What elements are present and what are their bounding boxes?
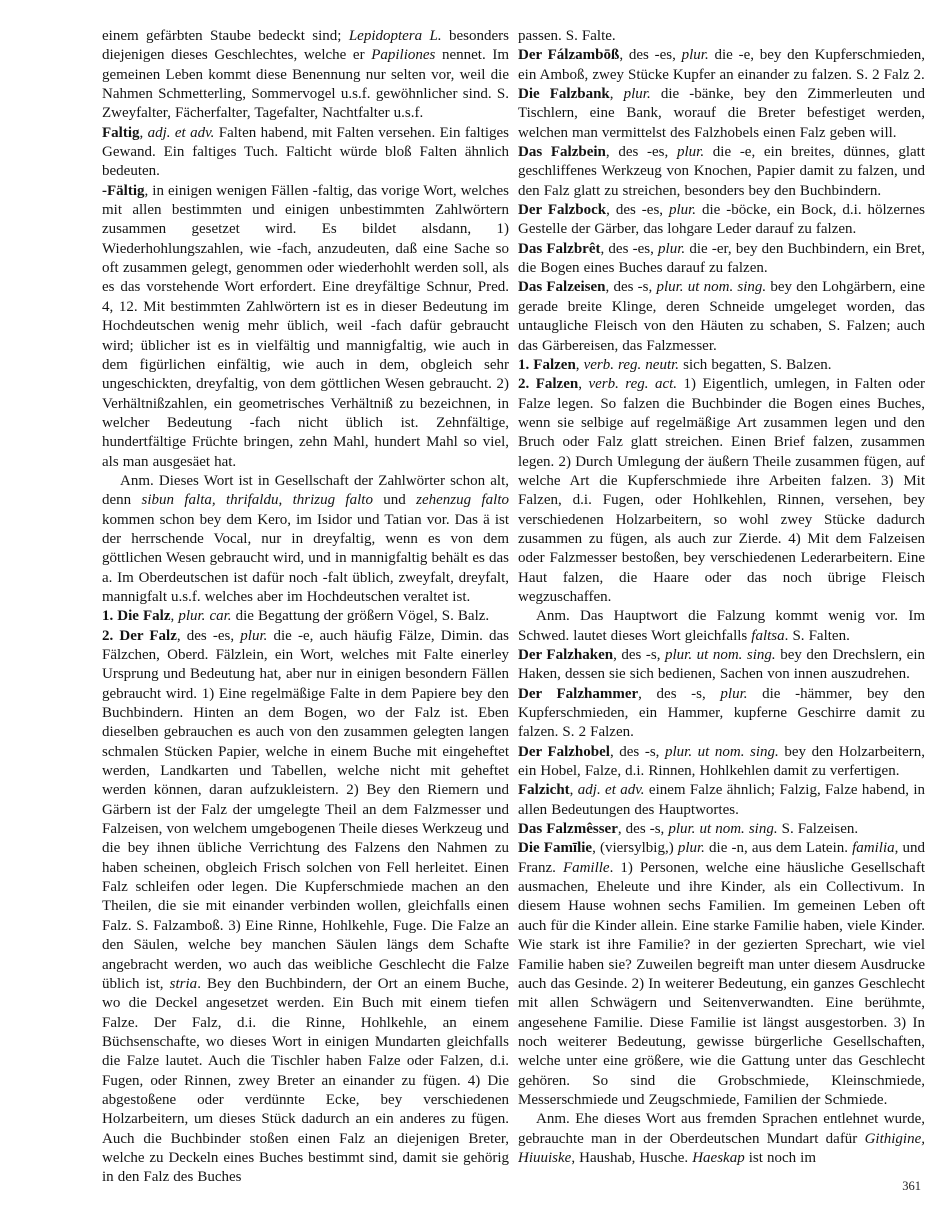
entry-falzeisen xyxy=(518,278,925,355)
italic-text: Papiliones xyxy=(371,47,436,64)
entry-falzmesser xyxy=(518,820,925,839)
text-segment: die -hämmer, bey den Kupferschmieden, ein Hammer, kupferne Geschirre damit zu falzen. S. 2 Falzen. xyxy=(518,685,925,741)
text-segment: bey den Drechslern, ein Haken, dessen sie sich bedienen, Sachen von innen auszudrehen. xyxy=(518,647,925,683)
entry-falzamboss xyxy=(518,46,925,85)
text-segment: nennet. Im gemeinen Leben kommt diese Benennung nur selten vor, weil die Nahmen Schmetterling, Sommervogel u.s.f. gewöhnlicher sind. S. Zweyfalter, Fächerfalter, Tagefalter, Nachtfalter u.s.f. xyxy=(102,47,509,122)
headword: 2. Der Falz xyxy=(102,627,177,644)
headword: Das Falzmêsser xyxy=(518,821,618,838)
entry-falzen-1 xyxy=(518,356,925,375)
text-segment: , xyxy=(575,356,584,373)
italic-text: plur. ut nom. sing. xyxy=(668,821,778,838)
text-segment: S. Falzeisen. xyxy=(777,821,859,838)
headword: 1. Die Falz xyxy=(102,608,171,625)
headword: Der Fálzambōß xyxy=(518,47,620,64)
headword: Das Falzbein xyxy=(518,144,606,161)
text-segment: 1) Eigentlich, umlegen, in Falten oder Falze legen. So falzen die Buchbinder die Bogen eines Buches, wenn sie selbige auf regelmäßige Art zusammen legen und den Bruch oder Falz glatt streichen. Einen Brief falzen, zusammen legen. 2) Durch Umlegung der äußern Theile zusammen fügen, auf welche Art die Kupferschmiede ihre Arbeiten falzen. 3) Mit Falzen, d.i. Fugen, oder Hohlkehlen, Rinnen, versehen, bey verschiedenen Holzarbeitern, so wohl zwey Stücke dadurch zusammen zu fügen, als auch zur Zierde. 4) Mit dem Falzeisen oder Falzmesser bestoßen, bey verschiedenen Lederarbeitern. Eine Haut falzen, die Haare oder das noch übrige Fleisch wegzuschaffen. xyxy=(518,376,925,605)
entry-falzbein xyxy=(518,143,925,201)
italic-text: plur. xyxy=(681,47,709,64)
text-segment: passen. S. Falte. xyxy=(518,28,616,44)
italic-text: stria xyxy=(169,975,198,992)
text-segment: , xyxy=(569,782,578,799)
text-segment: , xyxy=(139,124,148,141)
continuation-falz-2 xyxy=(518,27,925,46)
entry-falz-1 xyxy=(102,607,509,626)
italic-text: Haeskap xyxy=(692,1149,745,1166)
entry-falzhammer xyxy=(518,685,925,743)
entry-faeltig xyxy=(102,182,509,472)
italic-text: plur. xyxy=(240,627,268,644)
text-segment: kommen schon bey dem Kero, im Isidor und Tatian vor. Das ä ist der herrschende Vocal, nur in dreyfaltig, wenn es von dem göttlichen Wesen gebraucht wird, und in mannigfaltig behält es das a. Im Oberdeutschen ist dafür noch -falt üblich, zweyfalt, dreyfalt, mannigfalt u.s.f. welches aber im Hochdeutschen veraltet ist. xyxy=(102,511,509,605)
headword: 2. Falzen xyxy=(518,376,579,393)
text-segment: die -e, ein breites, dünnes, glatt geschliffenes Werkzeug von Knochen, Papier damit zu falzen, und den Falz glatt zu streichen, besonders bey den Buchbindern. xyxy=(518,144,925,199)
text-segment: Anm. Ehe dieses Wort aus fremden Sprachen entlehnet wurde, gebrauchte man in der Oberdeutschen Mundart dafür xyxy=(518,1111,925,1147)
text-segment: einem Falze ähnlich; Falzig, Falze habend, in allen Bedeutungen des Hauptwortes. xyxy=(518,782,925,818)
italic-text: adj. et adv. xyxy=(577,782,645,799)
text-segment: , xyxy=(578,376,589,393)
headword: Falzicht xyxy=(518,782,570,799)
text-segment: . 1) Personen, welche eine häusliche Gesellschaft ausmachen, Eheleute und ihre Kinder, als ein Collectivum. In diesem Hause wohnen sechs Familien. Im gemeinen Leben oft auch für die Kinder allein. Eine starke Familie haben, viele Kinder. Wie stark ist ihre Familie? in der gezierten Sprechart, wie viel Familie haben sie? Zuweilen begreift man unter diesem Ausdrucke auch das Gesinde. 2) In weiterer Bedeutung, ein ganzes Geschlecht mit allen Schwägern und Seitenverwandten. Eine berühmte, angesehene Familie. Diese Familie ist längst ausgestorben. 3) In noch weiterer Bedeutung, gewisse bürgerliche Gesellschaften, welche unter eine größere, wie die Gattung unter das Geschlecht gehören. So sind die Grobschmiede, Kleinschmiede, Messerschmiede und Zeugschmiede, Familien der Schmiede. xyxy=(518,859,925,1108)
italic-text: Githigine, Hiuuiske xyxy=(518,1130,925,1166)
text-segment: die -e, auch häufig Fälze, Dimin. das Fälzchen, Oberd. Fälzlein, ein Wort, welches mit Falte einerley Ursprung und Bedeutung hat, aber nur in einigen besondern Fällen gebraucht wird. 1) Eine regelmäßige Falte in dem Papiere bey den Buchbindern. Hinten an dem Bogen, wo der Falz ist. Eben dieselben gebrauchen es auch von den zusammen gelegten langen schmalen Stücken Papier, welche in einem Buche mit eingeheftet werden, Landkarten und Tabellen, welche nicht mit geheftet werden können, daran aufzukleistern. 2) Bey den Riemern und Gärbern ist der Falz der umgelegte Theil an dem Falzmesser und Falzeisen, von welchem umgebogenen Theile dieses Werkzeug und die bey ihnen übliche Verrichtung des Falzens den Nahmen zu haben scheinen, obgleich Frisch solchen von Fell herleitet. Einen Falz schleifen oder legen. Die Kupferschmiede machen an den Theilen, die sie mit einander verbinden wollen, gleichfalls einen Falz. S. Falzamboß. 3) Eine Rinne, Hohlkehle, Fuge. Die Falze an den Säulen, welche bey manchen Säulen längs dem Schafte angebracht werden, wo auch das weibliche Geschlecht die Falze üblich ist, xyxy=(102,627,509,992)
italic-text: plur. xyxy=(677,840,705,857)
italic-text: verb. reg. neutr. xyxy=(583,356,680,373)
text-segment: besonders diejenigen dieses Geschlechtes, welche er xyxy=(102,28,509,64)
entry-falzbank xyxy=(518,85,925,143)
italic-text: Famille xyxy=(562,859,610,876)
italic-text: plur. xyxy=(676,144,705,161)
entry-faltig xyxy=(102,124,509,182)
italic-text: plur. car. xyxy=(178,608,232,625)
headword: Das Falzbrêt xyxy=(518,240,601,257)
italic-text: zehenzug falto xyxy=(416,492,509,509)
text-segment: , des -es, xyxy=(619,47,682,64)
text-segment: bey den Lohgärbern, eine gerade breite Klinge, deren Schneide umgeleget worden, das untaugliche Fleisch von den Häuten zu schaben, S. Falzen; auch das Gärbereisen, das Falzmesser. xyxy=(518,279,925,354)
text-segment: bey den Holzarbeitern, ein Hobel, Falze, d.i. Rinnen, Hohlkehlen damit zu verfertigen. xyxy=(518,743,925,780)
entry-falzicht xyxy=(518,781,925,820)
italic-text: Lepidoptera L. xyxy=(348,28,442,44)
entry-falzbret xyxy=(518,240,925,279)
anm-familie xyxy=(518,1110,925,1168)
text-segment: , des -es, xyxy=(176,627,241,644)
text-segment: , Haushab, Husche. xyxy=(571,1149,693,1166)
entry-falzbock xyxy=(518,201,925,240)
italic-text: plur. xyxy=(668,202,697,219)
italic-text: plur. ut nom. sing. xyxy=(656,279,767,296)
text-segment: einem gefärbten Staube bedeckt sind; xyxy=(102,28,349,44)
text-segment: sich begatten, S. Balzen. xyxy=(679,356,832,373)
continuation-falter xyxy=(102,27,509,124)
italic-text: plur. xyxy=(658,240,686,257)
text-segment: , des -s, xyxy=(617,821,669,838)
headword: Faltig xyxy=(102,124,140,141)
text-segment: , des -es, xyxy=(605,144,677,161)
text-segment: die -böcke, ein Bock, d.i. hölzernes Gestelle der Gärber, das lohgare Leder darauf zu falzen. xyxy=(518,202,925,238)
anm-faeltig xyxy=(102,472,509,607)
entry-falz-2 xyxy=(102,627,509,1188)
text-segment: Anm. Dieses Wort ist in Gesellschaft der Zahlwörter schon alt, denn xyxy=(102,472,509,509)
text-segment: , des -s, xyxy=(638,685,721,702)
text-segment: die -er, bey den Buchbindern, ein Bret, die Bogen eines Buches darauf zu falzen. xyxy=(518,240,925,277)
text-segment: . Bey den Buchbindern, der Ort an einem Buche, wo die Deckel angesetzet werden. Ein Buch mit einem tiefen Falze. Der Falz, d.i. die Rinne, Hohlkehle, an einem Büchsenschafte, wo dieses Wort in einigen Mundarten gleichfalls die Falze lautet. Auch die Tischler haben Falze oder Falzen, d.i. Fugen, oder Rinnen, zwey Breter an einander zu fügen. 4) Die abgestoßene oder verdünnte Ecke, bey verschiedenen Holzarbeitern, um dieses Stück dadurch an ein anderes zu fügen. Auch die Buchbinder stoßen einen Falz an diejenigen Breter, welche zu Deckeln eines Buches bestimmt sind, damit sie gehörig in den Falz des Buches xyxy=(102,975,509,1186)
entry-falzen-2 xyxy=(518,375,925,607)
text-segment: , xyxy=(609,86,624,103)
anm-falzen xyxy=(518,607,925,646)
text-segment: die Begattung der größern Vögel, S. Balz. xyxy=(231,608,490,625)
headword: Der Falzhaken xyxy=(518,647,614,663)
text-segment: die -bänke, bey den Zimmerleuten und Tischlern, eine Bank, worauf die Breter befestiget werden, welchen man vermittelst des Falzhobels einen Falz geben will. xyxy=(518,86,925,141)
headword: Der Falzhobel xyxy=(518,743,610,760)
text-segment: , des -es, xyxy=(606,202,669,219)
text-segment: Falten habend, mit Falten versehen. Ein faltiges Gewand. Ein faltiges Tuch. Falticht würde bloß Falten ähnlich bedeuten. xyxy=(102,124,509,180)
italic-text: verb. reg. act. xyxy=(588,376,678,393)
text-segment: und xyxy=(372,492,417,509)
text-segment: die -e, bey den Kupferschmieden, ein Amboß, zwey Stücke Kupfer an einander zu falzen. S. 2 Falz 2. xyxy=(518,47,925,83)
text-segment: , xyxy=(170,608,179,625)
italic-text: familia xyxy=(852,840,895,857)
text-segment: , des -es, xyxy=(600,240,659,257)
right-column xyxy=(518,27,925,1189)
headword: Die Famīlie xyxy=(518,840,593,857)
text-segment: die -n, aus dem Latein. xyxy=(704,840,853,857)
italic-text: adj. et adv. xyxy=(147,124,215,141)
page-number: 361 xyxy=(902,1179,921,1193)
text-segment: , (viersylbig,) xyxy=(592,840,678,857)
text-segment: , und Franz. xyxy=(518,840,925,876)
italic-text: plur. xyxy=(623,86,651,103)
text-segment: ist noch im xyxy=(744,1149,817,1166)
headword: Der Falzhammer xyxy=(518,685,639,702)
text-segment: , in einigen wenigen Fällen -faltig, das vorige Wort, welches mit allen bestimmten und einigen unbestimmten Zahlwörtern zusammen gesetzet wird. Es bildet alsdann, 1) Wiederhohlungszahlen, wie -fach, anzudeuten, daß eine Sache so oft zusammen gelegt, genommen oder wiederhohlt werden soll, als es das vorstehende Wort erfordert. Eine dreyfältige Schnur, Pred. 4, 12. Mit bestimmten Zahlwörtern ist es in dieser Bedeutung im Hochdeutschen wenig mehr üblich, weil -fach dafür gebraucht wird; üblicher ist es in vielfältig und mannigfaltig, wie auch in dem figürlichen einfältig, wie auch in dem, obgleich sehr ungeschickten, dreyfaltig, von dem göttlichen Wesen gebraucht. 2) Verhältnißzahlen, ein geometrisches Verhältniß zu bezeichnen, in welcher Bedeutung -fach nicht üblich ist. Zehnfältige, hundertfältige Früchte bringen, zehn Mahl, hundert Mahl so viel, als man ausgesäet hat. xyxy=(102,182,509,470)
entry-falzhaken xyxy=(518,646,925,685)
italic-text: plur. ut nom. sing. xyxy=(665,647,776,663)
text-segment: , des -s, xyxy=(613,647,665,663)
text-segment: , des -s, xyxy=(609,743,665,760)
italic-text: sibun falta, thrifaldu, thrizug falto xyxy=(141,492,373,509)
headword: -Fältig xyxy=(102,182,145,199)
headword: Die Falzbank xyxy=(518,86,610,103)
text-segment: , des -s, xyxy=(605,279,657,296)
headword: Der Falzbock xyxy=(518,202,607,219)
italic-text: plur. xyxy=(720,685,748,702)
entry-familie xyxy=(518,839,925,1110)
text-segment: . S. Falten. xyxy=(784,627,850,644)
italic-text: faltsa xyxy=(751,627,785,644)
left-column xyxy=(102,27,509,1189)
headword: 1. Falzen xyxy=(518,356,576,373)
entry-falzhobel xyxy=(518,743,925,782)
text-segment: Anm. Das Hauptwort die Falzung kommt wenig vor. Im Schwed. lautet dieses Wort gleichfalls xyxy=(518,608,925,644)
italic-text: plur. ut nom. sing. xyxy=(664,743,779,760)
headword: Das Falzeisen xyxy=(518,279,606,296)
